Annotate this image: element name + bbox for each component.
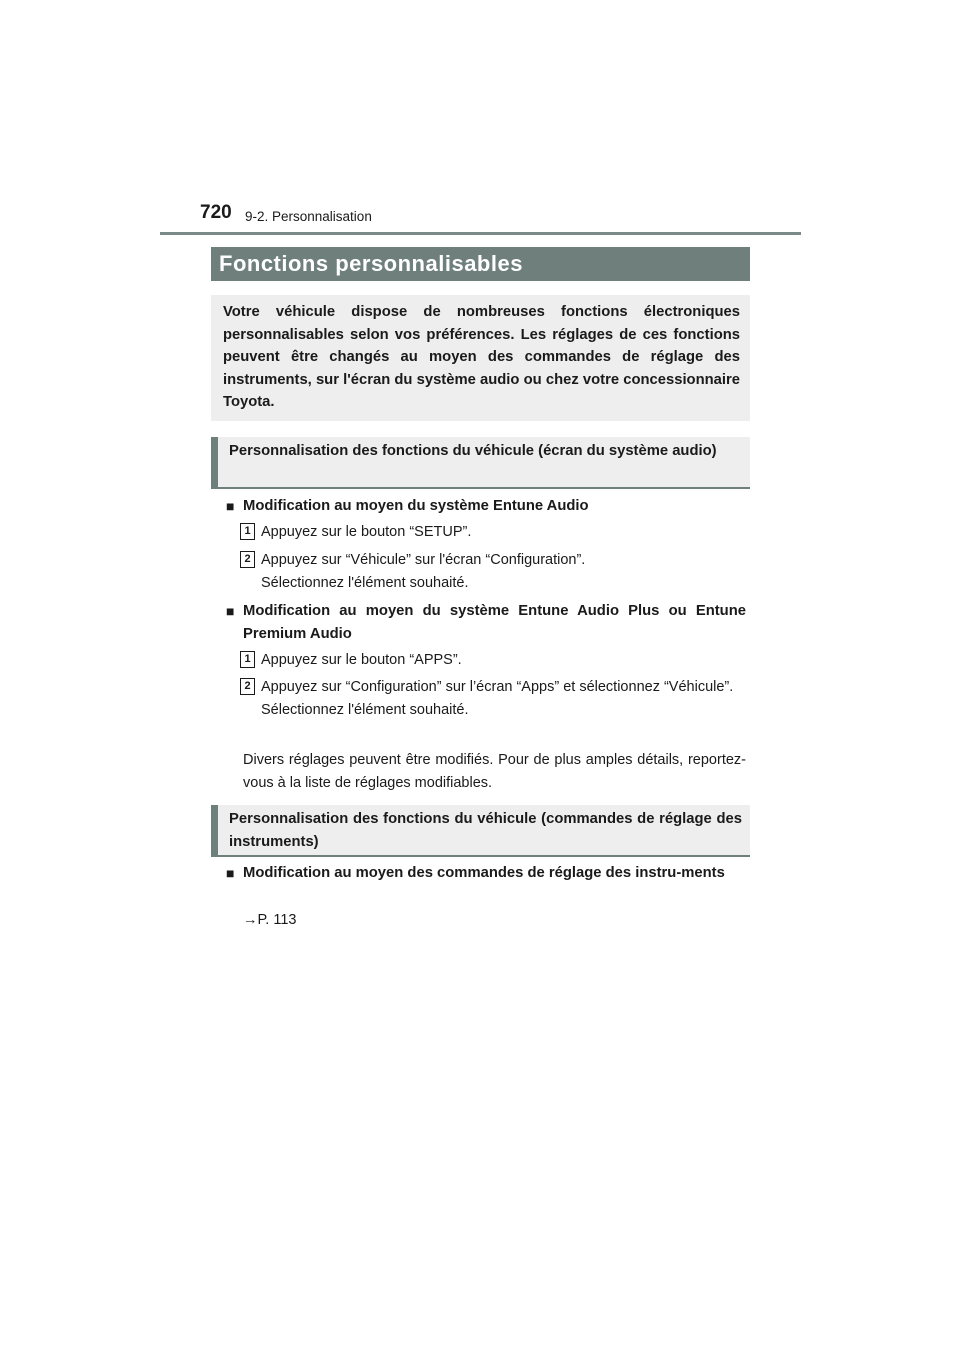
page-number: 720 (200, 202, 232, 223)
note-paragraph: Divers réglages peuvent être modifiés. Pour de plus amples détails, reportez-vous à la liste de réglages modifiables. (243, 752, 746, 791)
step-number: 2 (240, 678, 255, 695)
page-reference-link[interactable]: →P. 113 (243, 912, 297, 928)
header-rule (160, 232, 801, 235)
step-text: Appuyez sur le bouton “SETUP”. (261, 524, 472, 540)
bullet-square: ■ (226, 498, 235, 514)
bullet-square: ■ (226, 603, 235, 619)
bullet-heading-instrument-controls (226, 862, 746, 885)
step-item (240, 549, 746, 594)
bullet-heading-entune-audio (226, 495, 746, 518)
section-label: 9-2. Personnalisation (245, 209, 372, 224)
step-item (240, 521, 746, 544)
bullet-heading-text: Modification au moyen du système Entune Audio (243, 498, 589, 514)
step-number: 1 (240, 651, 255, 668)
step-text: Appuyez sur “Véhicule” sur l'écran “Configuration”. (261, 552, 586, 568)
step-extra-text: Sélectionnez l'élément souhaité. (261, 574, 469, 591)
step-item (240, 676, 746, 721)
step-number: 2 (240, 551, 255, 568)
bullet-square: ■ (226, 865, 235, 881)
bullet-heading-entune-premium (226, 600, 746, 645)
page-title: Fonctions personnalisables (211, 247, 750, 281)
intro-box: Votre véhicule dispose de nombreuses fonctions électroniques personnalisables selon vos préférences. Les réglages de ces fonctions peuvent être changés au moyen des commandes de réglage des instruments, sur l'écran du système audio ou chez votre concessionnaire Toyota. (211, 295, 750, 421)
step-text: Appuyez sur “Configuration” sur l’écran “Apps” et sélectionnez “Véhicule”. (261, 679, 734, 695)
bullet-heading-text: Modification au moyen du système Entune Audio Plus ou Entune Premium Audio (243, 603, 746, 642)
bullet-heading-text: Modification au moyen des commandes de réglage des instru-ments (243, 865, 725, 881)
section-heading-instrument-controls: Personnalisation des fonctions du véhicule (commandes de réglage des instruments) (211, 805, 750, 857)
step-text: Appuyez sur le bouton “APPS”. (261, 652, 462, 668)
step-extra-text: Sélectionnez l'élément souhaité. (261, 701, 469, 718)
step-item (240, 649, 746, 672)
section-heading-audio-screen: Personnalisation des fonctions du véhicule (écran du système audio) (211, 437, 750, 489)
step-number: 1 (240, 523, 255, 540)
